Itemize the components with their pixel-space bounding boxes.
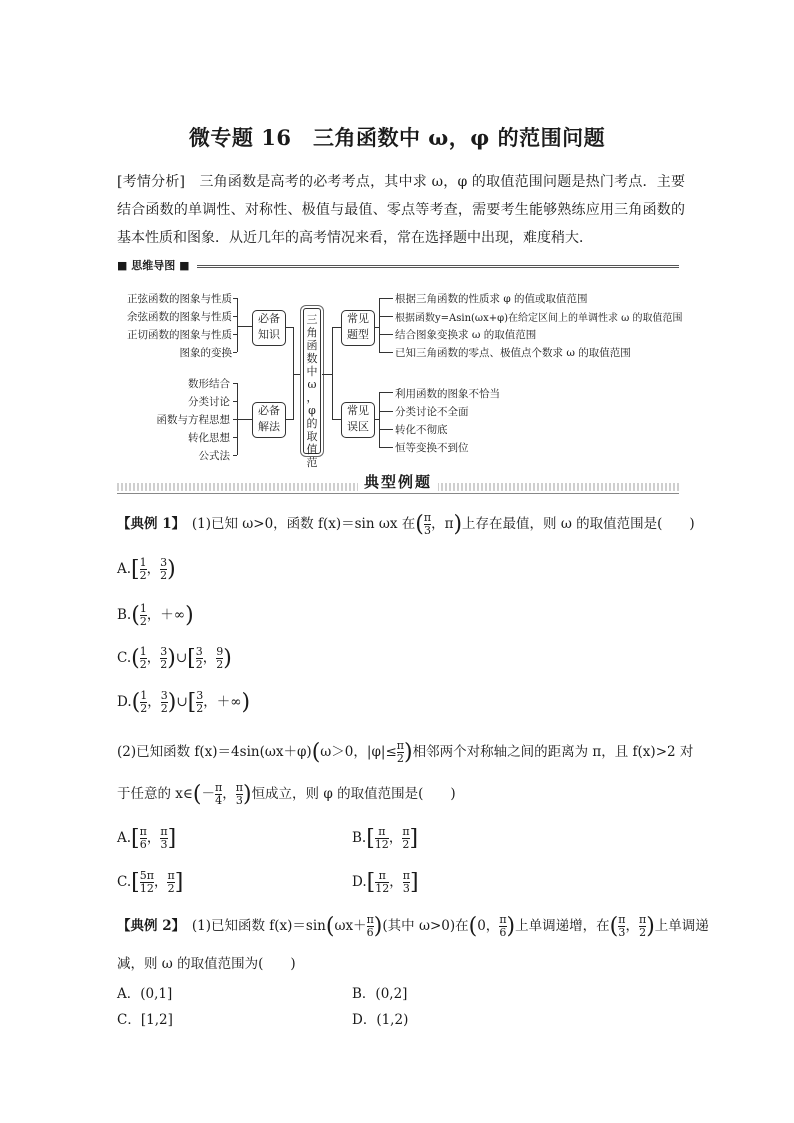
section-title: 典型例题 [358, 471, 438, 492]
mindmap-left-bottom-item: 数形结合 [188, 378, 230, 390]
example2-question1-line1: 【典例 2】 (1)已知函数 f(x)＝sin(ωx＋ $\frac{\pi}{6}$ )(其中 ω>0)在(0， $\frac{\pi}{6}$ )上单调递增，在( $\frac{\pi}{3}$ ， $\frac{\pi}{2}$ )上单调递 [117, 913, 709, 939]
mindmap-left-top-item: 图象的变换 [179, 347, 232, 359]
mindmap-header-label: ■ 思维导图 ■ [117, 259, 190, 272]
mindmap-right-top-item: 结合图象变换求 ω 的取值范围 [395, 329, 537, 341]
mindmap-left-bottom-item: 函数与方程思想 [156, 414, 230, 426]
analysis-label: [考情分析] [117, 174, 186, 190]
analysis-paragraph [117, 168, 685, 252]
example1-option-a: A.[ $\frac{1}{2}$ ， $\frac{3}{2}$ ) [117, 556, 176, 582]
mindmap-right-bottom-item: 转化不彻底 [395, 424, 448, 436]
mindmap-left-bottom-item: 公式法 [198, 450, 230, 462]
mindmap-box-question-types: 常见 题型 [341, 310, 375, 346]
example1-question2-line1: (2)已知函数 f(x)＝4sin(ωx＋φ)(ω＞0，|φ|≤ $\frac{\pi}{2}$ )相邻两个对称轴之间的距离为 π，且 f(x)>2 对 [117, 739, 694, 765]
example1-option-c: C.( $\frac{1}{2}$ ， $\frac{3}{2}$ )∪[ $\frac{3}{2}$ ， $\frac{9}{2}$ ) [117, 645, 232, 671]
mindmap-left-bottom-item: 转化思想 [188, 432, 230, 444]
example1-q2-option-d: D.[ $\frac{\pi}{12}$ ， $\frac{\pi}{3}$ ] [352, 869, 419, 895]
example2-option-a: A．(0,1] [117, 986, 173, 1002]
section-banner [117, 471, 679, 497]
example1-q2-option-b: B.[ $\frac{\pi}{12}$ ， $\frac{\pi}{2}$ ] [352, 825, 419, 851]
mindmap-right-bottom-item: 恒等变换不到位 [395, 442, 469, 454]
mindmap-left-bottom-item: 分类讨论 [188, 396, 230, 408]
example2-option-b: B．(0,2] [352, 986, 408, 1002]
mindmap-left-top-item: 正切函数的图象与性质 [127, 329, 232, 341]
example1-question2-line2: 于任意的 x∈(－ $\frac{\pi}{4}$ ， $\frac{\pi}{3}$ )恒成立，则 φ 的取值范围是( ) [117, 781, 456, 807]
example1-question1: 【典例 1】 (1)已知 ω>0，函数 f(x)＝sin ωx 在( $\frac{\pi}{3}$ ，π)上存在最值，则 ω 的取值范围是( ) [117, 511, 695, 537]
mindmap-left-top-item: 余弦函数的图象与性质 [127, 311, 232, 323]
example2-option-d: D．(1,2) [352, 1012, 409, 1028]
mindmap-right-top-item: 根据函数y=Asin(ωx+φ)在给定区间上的单调性求 ω 的取值范围 [395, 313, 683, 324]
mindmap-box-methods: 必备 解法 [252, 402, 286, 438]
example2-question1-line2: 减，则 ω 的取值范围为( ) [117, 956, 296, 972]
page-title: 微专题 16 三角函数中 ω，φ 的范围问题 [188, 125, 606, 150]
example1-q2-option-a: A.[ $\frac{\pi}{6}$ ， $\frac{\pi}{3}$ ] [117, 825, 177, 851]
example1-option-d: D.( $\frac{1}{2}$ ， $\frac{3}{2}$ )∪[ $\frac{3}{2}$ ，＋∞) [117, 689, 251, 715]
analysis-text: 三角函数是高考的必考考点，其中求 ω，φ 的取值范围问题是热门考点．主要结合函数的单调性、对称性、极值与最值、零点等考查，需要考生能够熟练应用三角函数的基本性质和图象．从近几年的高考情况来看，常在选择题中出现，难度稍大． [117, 174, 685, 246]
mindmap-box-knowledge: 必备 知识 [252, 310, 286, 346]
mindmap-right-top-item: 已知三角函数的零点、极值点个数求 ω 的取值范围 [395, 347, 631, 359]
mindmap-right-top-item: 根据三角函数的性质求 φ 的值或取值范围 [395, 293, 588, 305]
mindmap-center: 三 角 函 数 中 ω ， φ 的 取 值 范 [303, 308, 321, 454]
mindmap-header [117, 259, 679, 272]
example1-q2-option-c: C.[ $\frac{5\pi}{12}$ ， $\frac{\pi}{2}$ ] [117, 869, 184, 895]
mindmap-left-top-item: 正弦函数的图象与性质 [127, 293, 232, 305]
mindmap-right-bottom-item: 利用函数的图象不恰当 [395, 388, 500, 400]
mindmap-right-bottom-item: 分类讨论不全面 [395, 406, 469, 418]
example1-option-b: B.( $\frac{1}{2}$ ，＋∞) [117, 602, 194, 628]
example2-option-c: C．[1,2] [117, 1012, 173, 1028]
mindmap-box-pitfalls: 常见 误区 [341, 402, 375, 438]
